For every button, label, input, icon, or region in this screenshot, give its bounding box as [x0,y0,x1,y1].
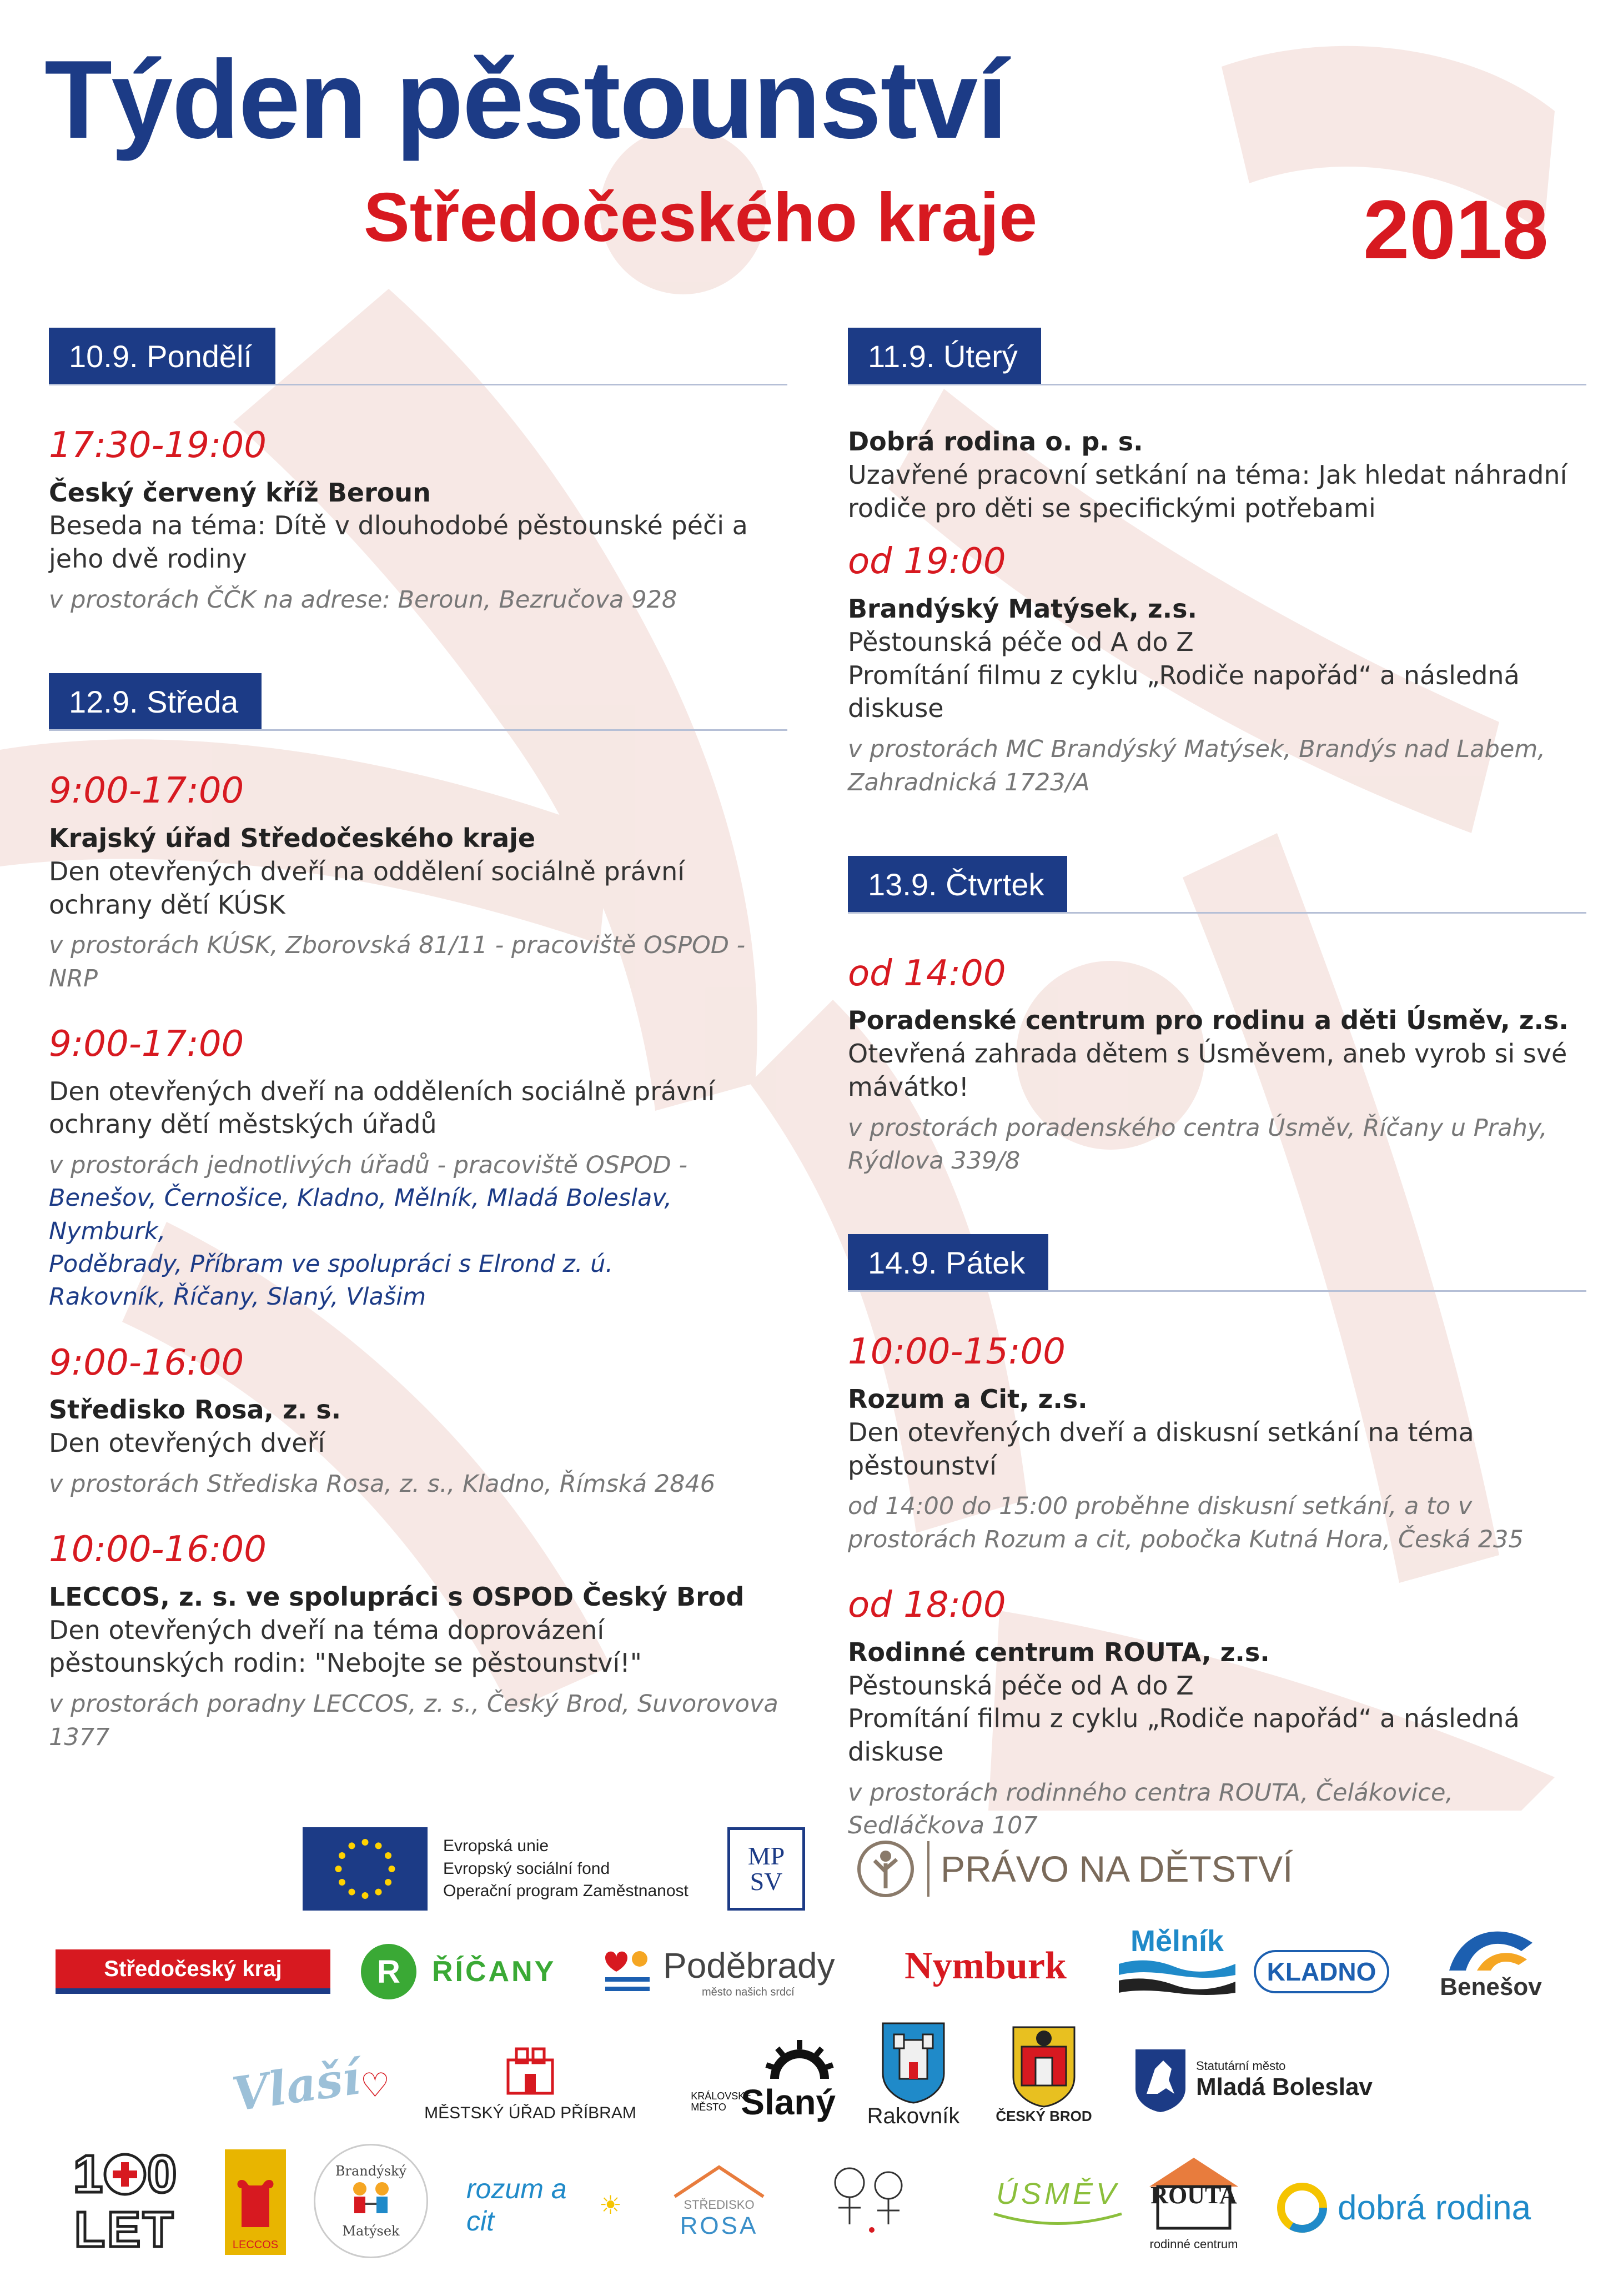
page-title: Týden pěstounství [44,38,1007,162]
event-description: Den otevřených dveří [49,1428,325,1458]
day-rule [49,729,787,731]
event-description: Den otevřených dveří a diskusní setkání na téma pěstounství [848,1417,1474,1481]
day-label: 12.9. Středa [49,673,262,731]
pravo-text: PRÁVO NA DĚTSTVÍ [941,1848,1293,1889]
event-time: 10:00-15:00 [848,1331,1066,1373]
day-label: 13.9. Čtvrtek [848,856,1067,914]
tree-icon [855,1838,916,1899]
eu-star-icon [362,1839,369,1846]
benesov-text: Benešov [1440,1973,1542,2001]
event-organizer: Poradenské centrum pro rodinu a děti Úsměv, z.s. [848,1005,1569,1036]
event-time: od 18:00 [848,1585,1006,1626]
rozum-a-cit-logo [466,2172,622,2238]
ring-icon [1274,2180,1330,2235]
sun-icon [763,2037,836,2082]
day-rule [848,384,1586,385]
event-place: v prostorách poradenského centra Úsměv, Říčany u Prahy, Rýdlova 339/8 [848,1114,1547,1175]
eu-line-1: Evropská unie [443,1837,549,1856]
nymburk-text: Nymburk [905,1944,1067,1987]
ckk-let: LET [74,2202,175,2258]
eu-star-icon [339,1879,345,1886]
event [49,1530,787,1754]
kladno-text: KLADNO [1254,1950,1390,1993]
event [49,771,787,995]
event [848,954,1586,1178]
matysek-top: Brandýský [335,2163,407,2179]
day-rule [848,912,1586,914]
vlasim-logo [222,2038,400,2133]
day-header [49,328,787,385]
brandysky-matysek-logo [314,2144,428,2258]
eu-star-icon [375,1842,382,1849]
family-drawing-icon [816,2158,927,2247]
mlada-boleslav-logo [1133,2044,1377,2116]
day-label: 14.9. Pátek [848,1234,1048,1292]
event-place: v prostorách ČČK na adrese: Beroun, Bezručova 928 [49,585,677,614]
slany-small: KRÁLOVSKÉ MĚSTO [691,2091,752,2113]
event-time: 17:30-19:00 [49,425,267,466]
routa-sub: rodinné centrum [1149,2237,1238,2251]
mpsv-logo [727,1827,805,1911]
routa-logo [1141,2147,1247,2258]
eu-star-icon [385,1879,391,1886]
day-header [848,856,1586,914]
eu-star-icon [335,1866,342,1872]
ricany-logo [361,1938,572,2005]
event-organizer: Český červený kříž Beroun [49,477,431,508]
event-place: v prostorách MC Brandýský Matýsek, Brandýs nad Labem, Zahradnická 1723/A [848,735,1545,796]
event-organizer: Středisko Rosa, z. s. [49,1395,341,1425]
ckk-digit: 0 [147,2144,177,2204]
left-column [49,328,787,1783]
melnik-text: Mělník [1130,1924,1224,1958]
event-time: 9:00-16:00 [49,1342,244,1383]
pravo-na-detstvi-logo [855,1833,1327,1905]
event [49,1343,787,1501]
rosa-text: ROSA [680,2212,758,2239]
event-description: Den otevřených dveří na oddělení sociálně právní ochrany dětí KÚSK [49,856,685,920]
nymburk-logo [894,1936,1077,1997]
event-time: 9:00-17:00 [49,770,244,812]
day-label: 10.9. Pondělí [49,328,275,385]
event-time: 9:00-17:00 [49,1023,244,1065]
eu-star-icon [375,1889,382,1896]
event-organizer: Krajský úřad Středočeského kraje [49,823,536,853]
podebrady-sub: město našich srdcí [702,1986,795,1998]
event-organizer: Dobrá rodina o. p. s. [848,427,1143,457]
event-time: 10:00-16:00 [49,1529,267,1571]
event-description: Pěstounská péče od A do Z Promítání filmu z cyklu „Rodiče napořád“ a následná diskuse [848,1670,1520,1767]
event-place: v prostorách rodinného centra ROUTA, Čelákovice, Sedláčkova 107 [848,1778,1454,1840]
eu-star-icon [362,1892,369,1899]
matysek-bottom: Matýsek [342,2223,400,2239]
page-subtitle: Středočeského kraje [364,179,1038,256]
event [49,1024,787,1314]
pribram-text: MĚSTSKÝ ÚŘAD PŘÍBRAM [424,2103,636,2122]
eu-line-2: Evropský sociální fond [443,1859,610,1878]
podebrady-logo [600,1938,838,2005]
event-time: od 14:00 [848,953,1006,994]
dobra-text: dobrá rodina [1338,2188,1531,2227]
ckk-100-logo [56,2144,194,2258]
leccos-logo [225,2149,286,2255]
cesky-brod-logo [994,2016,1094,2133]
rakovnik-logo [858,2016,969,2133]
slany-logo [669,2030,836,2130]
usmev-text: ÚSMĚV [996,2177,1120,2210]
event-towns: Benešov, Černošice, Kladno, Mělník, Mladá Boleslav, Nymburk, Poděbrady, Příbram ve spolupráci s Elrond z. ú. Rakovník, Říčany, Slaný, Vlašim [49,1184,672,1311]
melnik-logo [1116,1919,1238,2002]
partner-logos [0,1811,1618,2296]
roof-icon [672,2164,766,2198]
event-description: Den otevřených dveří na téma doprovázení pěstounských rodin: "Nebojte se pěstounství!" [49,1615,642,1678]
routa-text: ROUTA [1150,2181,1237,2209]
usmev-logo [977,2166,1138,2238]
pribram-logo [419,2033,641,2133]
rakovnik-text: Rakovník [867,2103,960,2128]
vlasim-text: Vlaší [228,2049,364,2122]
dobra-rodina-logo [1274,2177,1569,2238]
heart-icon [600,1947,655,1997]
kladno-logo [1258,1941,1385,2002]
event-organizer: LECCOS, z. s. ve spolupráci s OSPOD Český Brod [49,1581,745,1612]
waves-icon [1119,1958,1235,1997]
event-description: Pěstounská péče od A do Z Promítání filmu z cyklu „Rodiče napořád“ a následná diskuse [848,626,1520,724]
eu-star-icon [385,1852,391,1859]
drawing-logo [813,2155,930,2249]
rosa-small: STŘEDISKO [684,2198,755,2212]
event-time: od 19:00 [848,541,1006,583]
event [848,1585,1586,1842]
event [848,1332,1586,1556]
day-rule [49,384,787,385]
event-place: od 14:00 do 15:00 proběhne diskusní setkání, a to v prostorách Rozum a cit, pobočka Kutná Hora, Česká 235 [848,1492,1524,1553]
event-organizer: Rozum a Cit, z.s. [848,1384,1088,1415]
eu-star-icon [349,1842,355,1849]
event-organizer: Brandýský Matýsek, z.s. [848,593,1197,624]
coat-of-arms-icon [1011,2024,1077,2108]
stredisko-rosa-logo [666,2152,772,2252]
mpsv-text: MPSV [747,1842,785,1896]
event-description: Den otevřených dveří na odděleních sociálně právní ochrany dětí městských úřadů [49,1076,715,1140]
event [49,425,787,616]
ckk-digit: 1 [73,2144,103,2204]
ricany-r-icon: R [361,1944,416,1999]
mb-small: Statutární město [1196,2059,1286,2073]
sun-icon: ☀ [599,2190,622,2220]
eu-star-icon [339,1852,345,1859]
mb-text: Mladá Boleslav [1196,2073,1373,2101]
heart-icon: ♡ [360,2066,390,2105]
bear-icon [233,2174,278,2235]
day-header [49,673,787,731]
rozum-text: rozum a cit [466,2173,567,2237]
eu-star-icon [349,1889,355,1896]
day-header [848,328,1586,385]
day-rule [848,1290,1586,1292]
event [848,542,1586,799]
eu-esf-logo [303,1827,713,1911]
event-place: v prostorách poradny LECCOS, z. s., Český Brod, Suvorovova 1377 [49,1690,778,1751]
coat-of-arms-icon [880,2021,947,2104]
cesky-brod-text: ČESKÝ BROD [996,2107,1092,2124]
children-icon [340,2179,401,2223]
eu-star-icon [389,1866,395,1872]
day-label: 11.9. Úterý [848,328,1041,385]
year-label: 2018 [1363,183,1549,276]
coat-of-arms-icon [1133,2047,1188,2113]
benesov-logo [1416,1916,1566,2005]
day-header [848,1234,1586,1292]
ricany-text: ŘÍČANY [432,1956,556,1988]
eu-flag-icon [303,1827,428,1911]
podebrady-text: Poděbrady [663,1945,835,1986]
event-place: v prostorách Střediska Rosa, z. s., Kladno, Římská 2846 [49,1470,716,1498]
event-place: v prostorách jednotlivých úřadů - pracoviště OSPOD - [49,1151,687,1180]
event-organizer: Rodinné centrum ROUTA, z.s. [848,1637,1270,1667]
stredocesky-kraj-logo [56,1949,330,1994]
red-cross-icon [103,2152,147,2197]
leccos-text: LECCOS [232,2239,279,2251]
event-description: Uzavřené pracovní setkání na téma: Jak hledat náhradní rodiče pro děti se specifickými potřebami [848,459,1567,523]
smile-icon [988,2211,1127,2228]
castle-icon [505,2043,555,2096]
benesov-icon [1444,1921,1538,1973]
event-description: Beseda na téma: Dítě v dlouhodobé pěstounské péči a jeho dvě rodiny [49,510,748,574]
eu-line-3: Operační program Zaměstnanost [443,1882,689,1901]
right-column [848,328,1586,1872]
stredocesky-text: Středočeský kraj [104,1956,282,1981]
slany-text: Slaný [741,2082,836,2122]
event-place: v prostorách KÚSK, Zborovská 81/11 - pracoviště OSPOD - NRP [49,931,746,992]
event-description: Otevřená zahrada dětem s Úsměvem, aneb vyrob si své mávátko! [848,1039,1567,1102]
event [848,425,1586,525]
